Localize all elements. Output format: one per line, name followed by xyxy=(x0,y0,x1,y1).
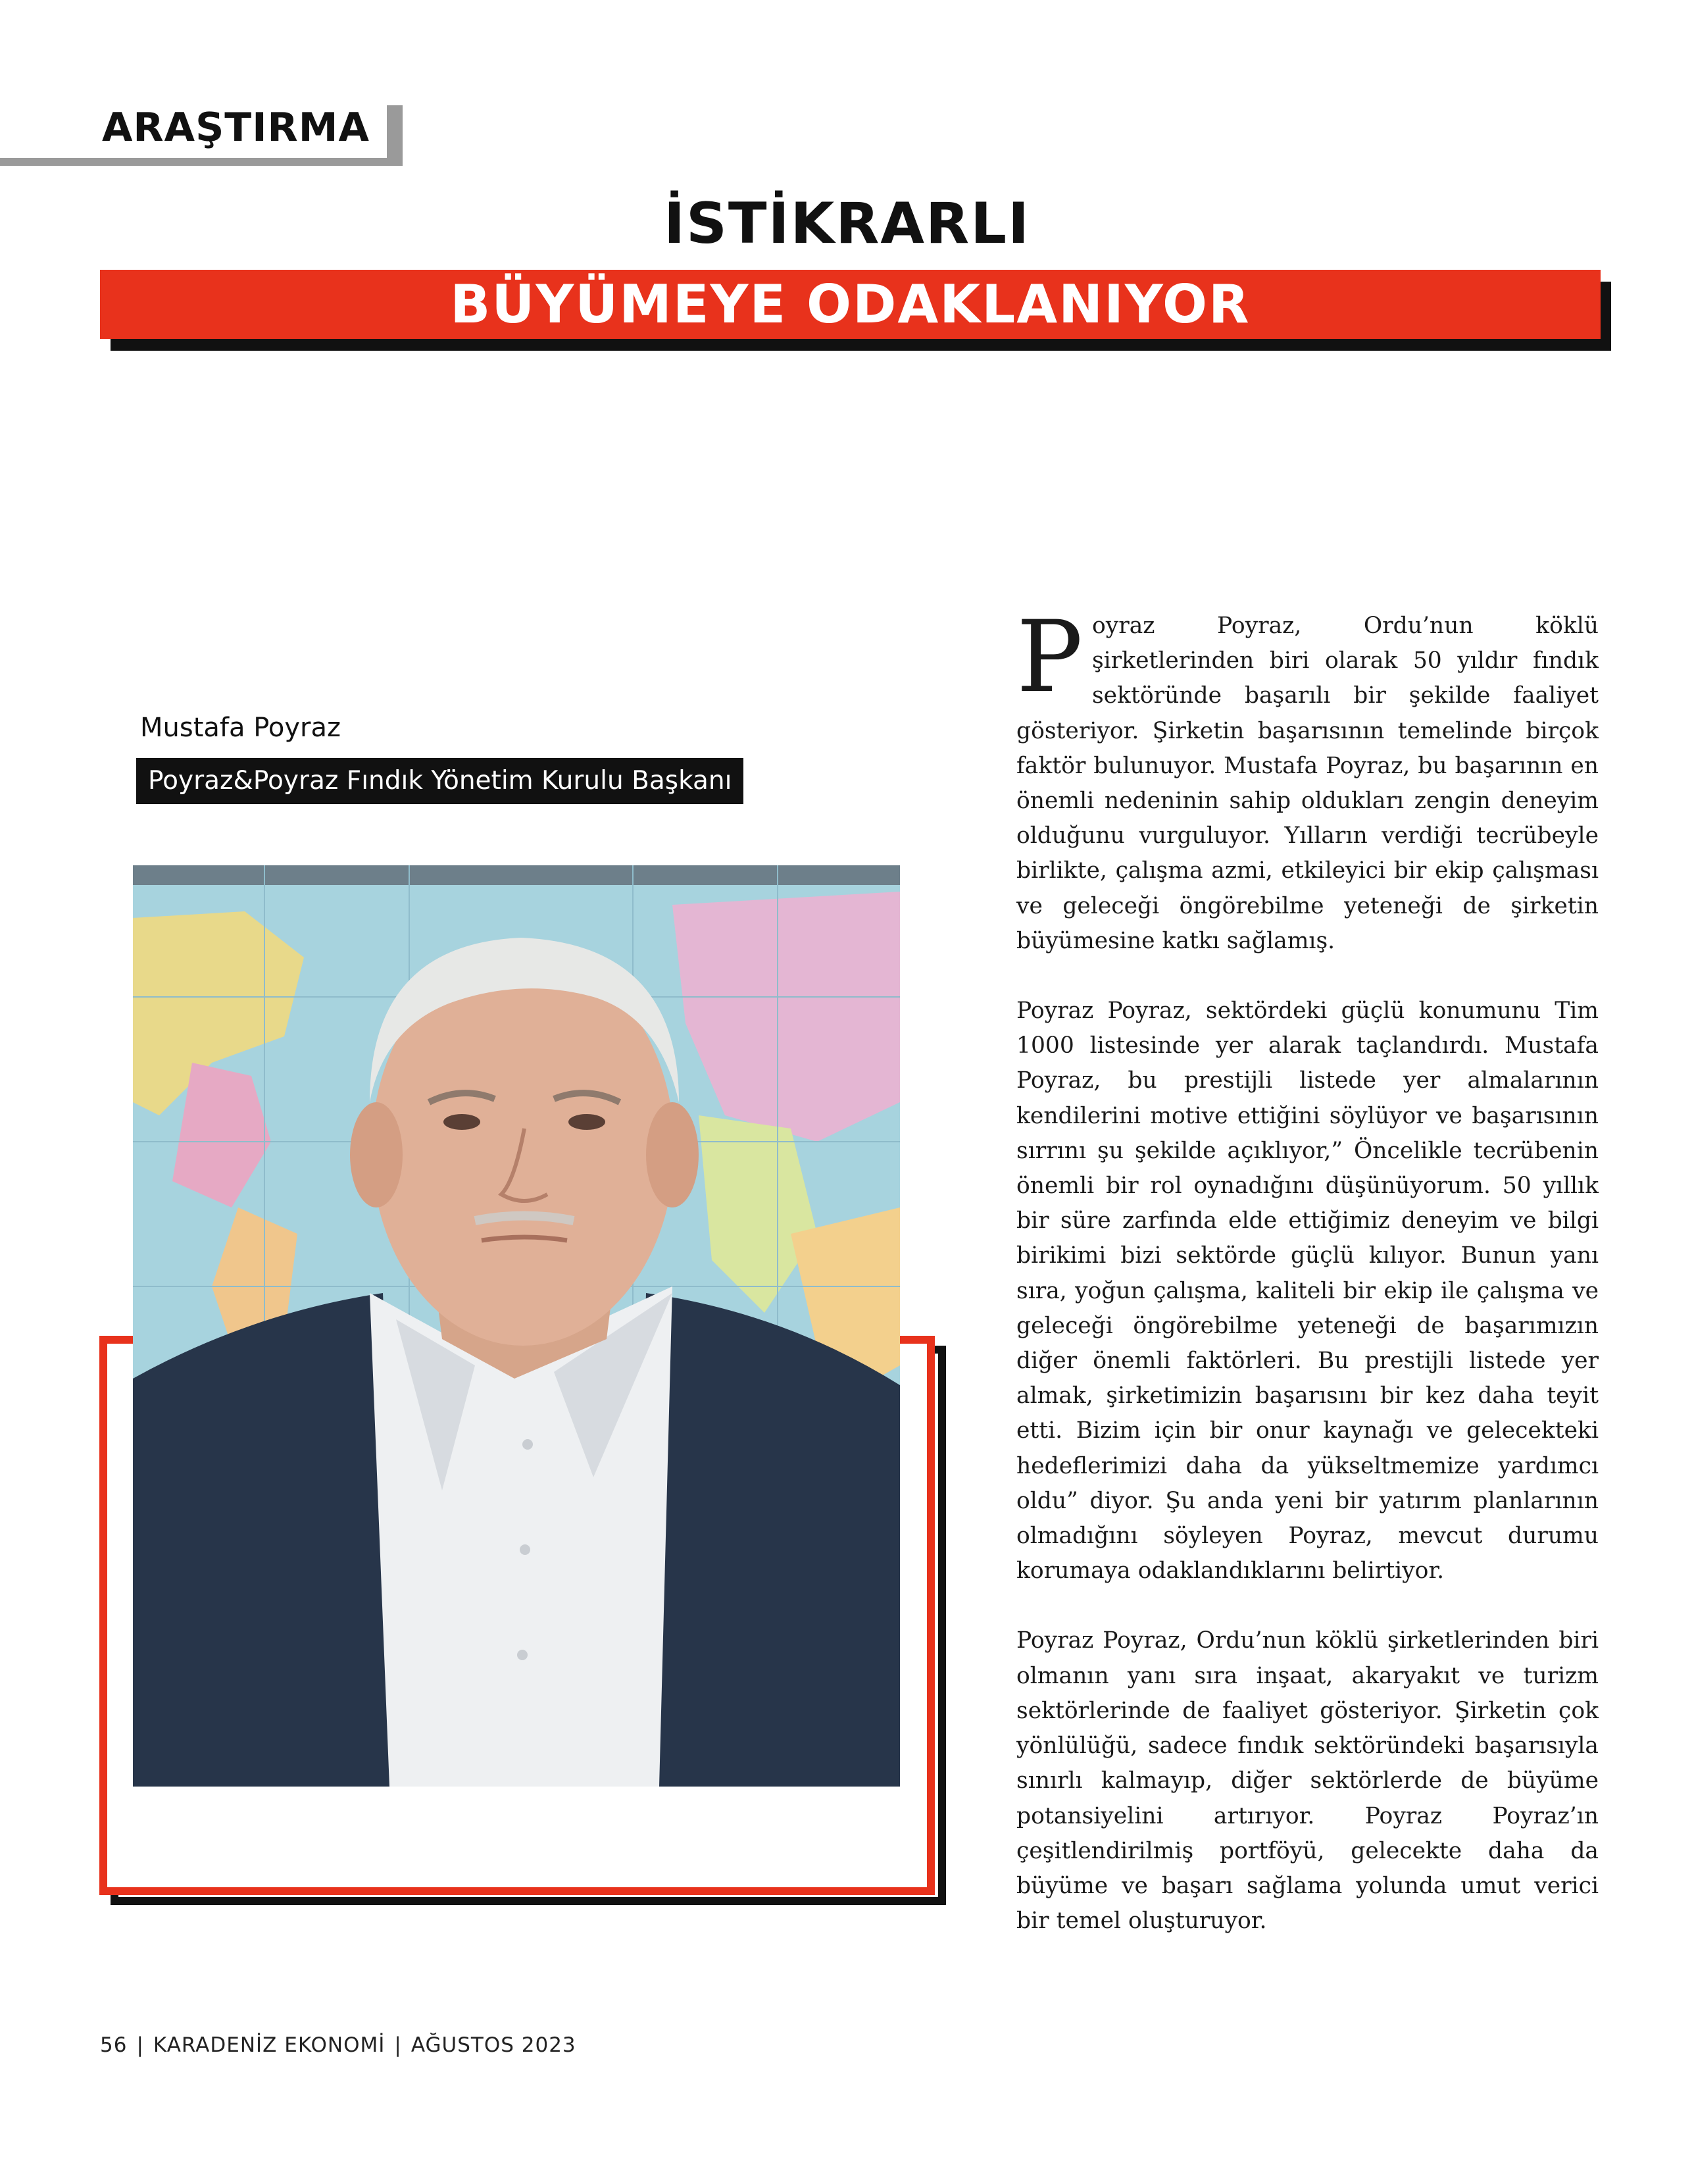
person-title: Poyraz&Poyraz Fındık Yönetim Kurulu Başkanı xyxy=(136,758,743,804)
footer-separator: | xyxy=(136,2033,144,2057)
headline-line2: BÜYÜMEYE ODAKLANIYOR xyxy=(450,274,1251,335)
footer-separator: | xyxy=(394,2033,402,2057)
article-paragraph: Poyraz Poyraz, Ordu’nun köklü şirketlerinden biri olmanın yanı sıra inşaat, akaryakıt ve turizm sektörlerinde de faaliyet gösteriyor. Şirketin çok yönlülüğü, sadece fındık sektöründeki başarısıyla sınırlı kalmayıp, diğer sektörlerde de büyüme potansiyelini artırıyor. Poyraz Poyraz’ın çeşitlendirilmiş portföyü, gelecekte daha da büyüme ve başarı sağlama yolunda umut verici bir temel oluşturuyor. xyxy=(1016,1627,1599,1935)
magazine-name: KARADENİZ EKONOMİ xyxy=(153,2033,386,2057)
person-name: Mustafa Poyraz xyxy=(140,713,341,743)
page-footer xyxy=(100,2033,576,2057)
page-number: 56 xyxy=(100,2033,128,2057)
issue-date: AĞUSTOS 2023 xyxy=(411,2033,576,2057)
drop-cap: P xyxy=(1016,600,1083,715)
paragraph-text: oyraz Poyraz, Ordu’nun köklü şirketlerinden biri olarak 50 yıldır fındık sektöründe başarılı bir şekilde faaliyet gösteriyor. Şirketin başarısının temelinde birçok faktör bulunuyor. Mustafa Poyraz, bu başarının en önemli nedeninin sahip oldukları zengin deneyim olduğunu vurguluyor. Yılların verdiği tecrübeyle birlikte, çalışma azmi, etkileyici bir ekip çalışması ve geleceği öngörebilme yeteneği de şirketin büyümesine katkı sağlamış. xyxy=(1016,613,1599,954)
portrait-photo xyxy=(133,865,900,1787)
section-label: ARAŞTIRMA xyxy=(102,105,370,151)
article-paragraph xyxy=(1016,600,1599,959)
article-paragraph: Poyraz Poyraz, sektördeki güçlü konumunu Tim 1000 listesinde yer alarak taçlandırdı. Mustafa Poyraz, bu prestijli listede yer almalarının kendilerini motive ettiğini söylüyor ve başarısının sırrını şu şekilde açıklıyor,” Öncelikle tecrübenin önemli bir rol oynadığını düşünüyorum. 50 yıllık bir süre zarfında elde ettiğimiz deneyim ve bilgi birikimi bizi sektörde güçlü kılıyor. Bunun yanı sıra, yoğun çalışma, kaliteli bir ekip ile çalışma ve geleceği öngörebilme yeteneği de başarımızın diğer önemli faktörleri. Bu prestijli listede yer almak, şirketimizin başarısını bir kez daha teyit etti. Bizim için bir onur kaynağı ve gelecekteki hedeflerimizi daha da yükseltmemize yardımcı oldu” diyor. Şu anda yeni bir yatırım planlarının olmadığını söyleyen Poyraz, mevcut durumu korumaya odaklandıklarını belirtiyor. xyxy=(1016,998,1599,1585)
headline-line1: İSTİKRARLI xyxy=(663,191,1031,257)
article-body xyxy=(1016,600,1599,1973)
